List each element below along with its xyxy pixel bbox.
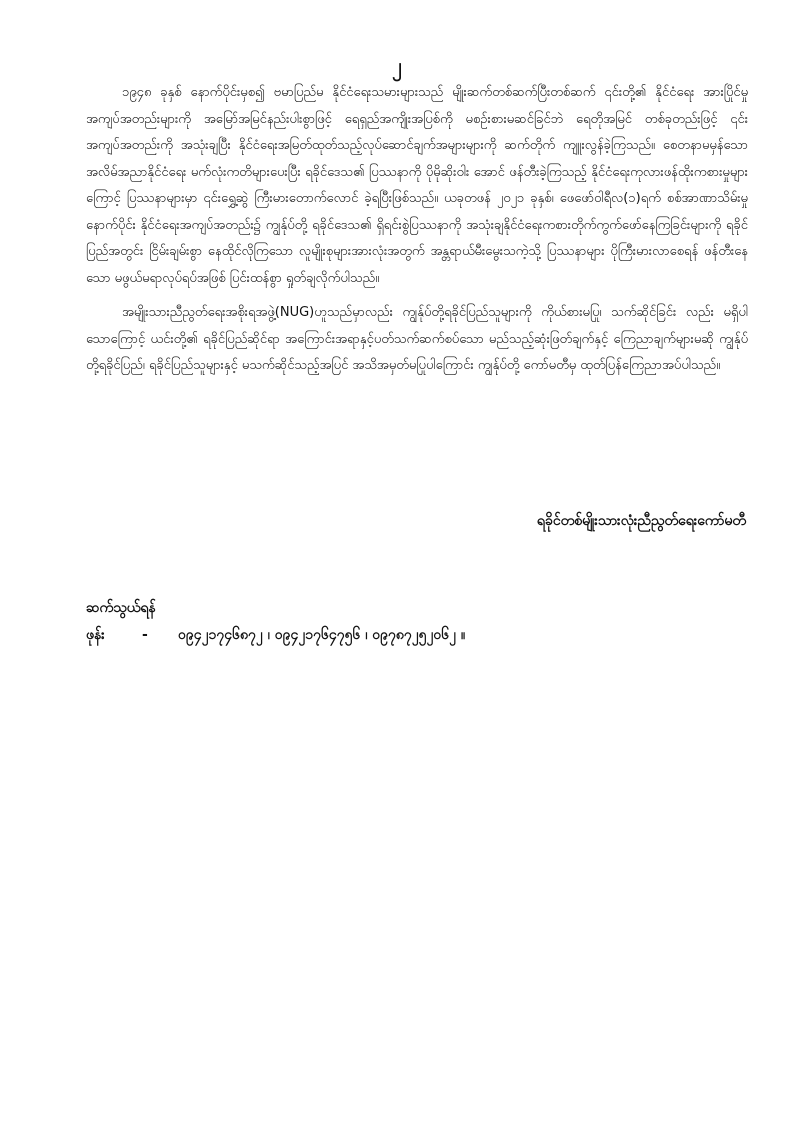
- contact-heading: ဆက်သွယ်ရန်: [86, 600, 156, 616]
- phone-dash: -: [142, 627, 148, 643]
- phone-row: [86, 625, 465, 646]
- signature-committee-name: ရခိုင်တစ်မျိုးသားလုံးညီညွတ်ရေးကော်မတီ: [536, 513, 746, 529]
- phone-numbers: ၀၉၄၂၁၇၄၆၈၇၂ ၊ ၀၉၄၂၁၇၆၄၇၅၆ ၊ ၀၉၇၈၇၂၅၂၀၆၂ ။: [178, 627, 466, 643]
- document-body: [86, 80, 748, 388]
- phone-label: ဖုန်း: [86, 627, 105, 643]
- paragraph-1: ၁၉၄၈ ခုနှစ် နောက်ပိုင်းမှစ၍ ဗမာပြည်မ နိုင်ငံရေးသမားများသည် မျိုးဆက်တစ်ဆက်ပြီးတစ်ဆက် ၎င်းတို့၏ နိုင်ငံရေး အားပြိုင်မှု အကျပ်အတည်းများကို အမြော်အမြင်နည်းပါးစွာဖြင့် ရေရှည်အကျိုးအပြစ်ကို မစဉ်းစားမဆင်ခြင်ဘဲ ရေတိုအမြင် တစ်ခုတည်းဖြင့် ၎င်းအကျပ်အတည်းကို အသုံးချပြီး နိုင်ငံရေးအမြတ်ထုတ်သည့်လုပ်ဆောင်ချက်အများများကို ဆက်တိုက် ကျူးလွန်ခဲ့ကြသည်။ စေတနာမမှန်သော အလိမ်အညာနိုင်ငံရေး မက်လုံးကတိများပေးပြီး ရခိုင်ဒေသ၏ ပြဿနာကို ပိုမိုဆိုးဝါး အောင် ဖန်တီးခဲ့ကြသည့် နိုင်ငံရေးကုလားဖန်ထိုးကစားမှုများကြောင့် ပြဿနာများမှာ ၎င်းရွှေ့ဆွဲ ကြီးမားတောက်လောင် ခဲ့ရပြီးဖြစ်သည်။ ယခုတဖန် ၂၀၂၁ ခုနှစ်၊ ဖေဖော်ဝါရီလ(၁)ရက် စစ်အာဏာသိမ်းမှုနောက်ပိုင်း နိုင်ငံရေးအကျပ်အတည်း၌ ကျွန်ုပ်တို့ ရခိုင်ဒေသ၏ ရှိရင်းစွဲပြဿနာကို အသုံးချနိုင်ငံရေးကစားတိုက်ကွက်ဖော်နေကြခြင်းများကို ရခိုင်ပြည်အတွင်း ငြိမ်းချမ်းစွာ နေထိုင်လိုကြသော လူမျိုးစုများအားလုံးအတွက် အန္တရာယ်မီးမွေးသကဲ့သို့ ပြဿနာများ ပိုကြီးမားလာစေရန် ဖန်တီးနေသော မဖွယ်မရာလုပ်ရပ်အဖြစ် ပြင်းထန်စွာ ရှုတ်ချလိုက်ပါသည်။: [86, 85, 748, 286]
- page-number: ၂: [392, 53, 402, 77]
- contact-block: [86, 598, 465, 646]
- paragraph-2: အမျိုးသားညီညွတ်ရေးအစိုးရအဖွဲ့(NUG)ဟူသည်မှာလည်း ကျွန်ုပ်တို့ရခိုင်ပြည်သူများကို ကိုယ်စားမပြု၊ သက်ဆိုင်ခြင်း လည်း မရှိပါသောကြောင့် ယင်းတို့၏ ရခိုင်ပြည်ဆိုင်ရာ အကြောင်းအရာနှင့်ပတ်သက်ဆက်စပ်သော မည်သည့်ဆုံးဖြတ်ချက်နှင့် ကြေညာချက်များမဆို ကျွန်ုပ်တို့ရခိုင်ပြည်၊ ရခိုင်ပြည်သူများနှင့် မသက်ဆိုင်သည့်အပြင် အသိအမှတ်မပြုပါကြောင်း ကျွန်ုပ်တို့ ကော်မတီမှ ထုတ်ပြန်ကြေညာအပ်ပါသည်။: [86, 305, 748, 373]
